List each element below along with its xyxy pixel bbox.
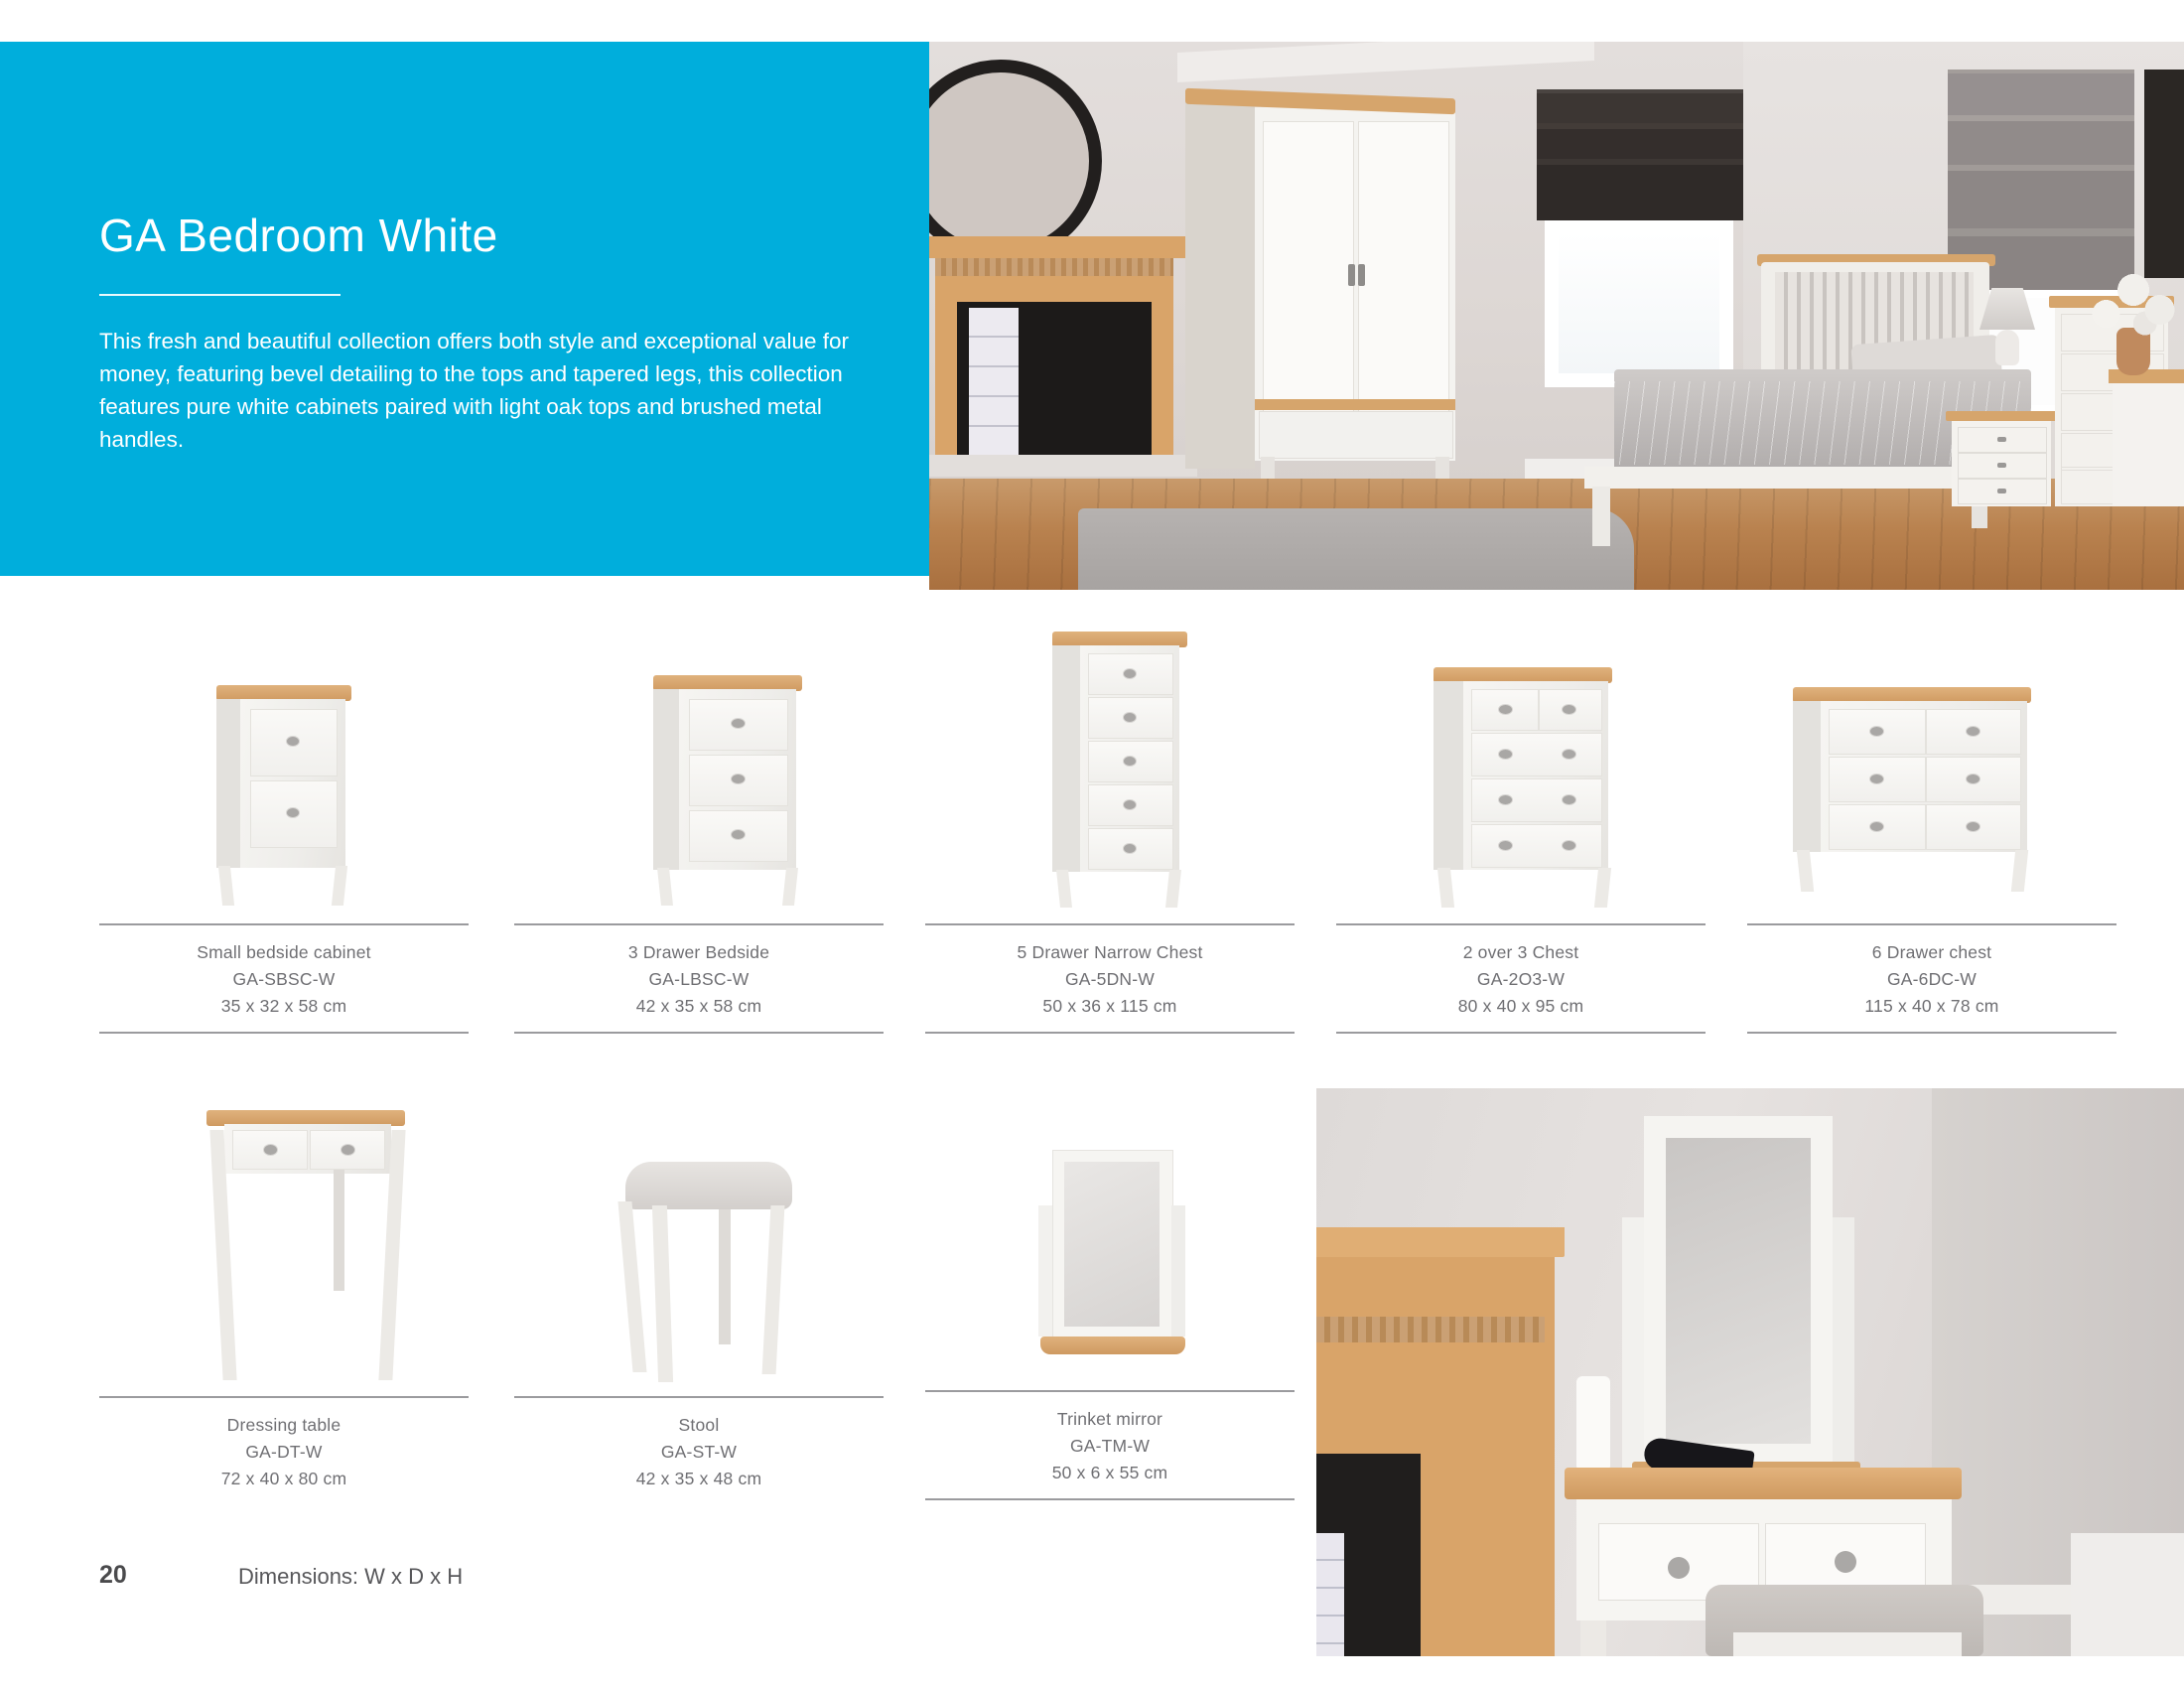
product-code: GA-LBSC-W [648, 969, 750, 989]
product-image-5-drawer-narrow-chest [1034, 632, 1213, 910]
product-name: 6 Drawer chest [1871, 942, 1992, 962]
low-chest-in-photo [2113, 383, 2184, 506]
mirror-glass [1064, 1162, 1160, 1327]
bedside-cabinet-in-photo [1952, 421, 2051, 506]
product-code: GA-SBSC-W [232, 969, 336, 989]
product-image-small-bedside-cabinet [195, 685, 373, 909]
dressing-table-lifestyle-photo [1316, 1088, 2184, 1656]
product-image-dressing-table [199, 1110, 417, 1384]
product-name: Stool [678, 1415, 720, 1435]
product-name: Small bedside cabinet [197, 942, 371, 962]
product-dimensions: 42 x 35 x 48 cm [635, 1469, 762, 1488]
product-image-trinket-mirror [1023, 1150, 1201, 1388]
product-dimensions: 72 x 40 x 80 cm [220, 1469, 347, 1488]
product-caption-7 [514, 1396, 884, 1504]
product-dimensions: 50 x 36 x 115 cm [1042, 996, 1177, 1016]
product-name: 2 over 3 Chest [1462, 942, 1579, 962]
product-caption-5 [1747, 923, 2116, 1034]
product-dimensions: 115 x 40 x 78 cm [1864, 996, 1999, 1016]
product-code: GA-5DN-W [1064, 969, 1156, 989]
roman-blind-dark [1537, 89, 1743, 220]
product-dimensions: 35 x 32 x 58 cm [220, 996, 347, 1016]
title-divider [99, 294, 341, 296]
stool-seat-pad [625, 1162, 792, 1209]
product-caption-1 [99, 923, 469, 1034]
product-code: GA-TM-W [1069, 1436, 1151, 1456]
hero-blue-panel [0, 42, 1058, 576]
product-name: 3 Drawer Bedside [627, 942, 770, 962]
product-code: GA-DT-W [245, 1442, 323, 1462]
product-caption-8 [925, 1390, 1295, 1500]
product-name: 5 Drawer Narrow Chest [1017, 942, 1203, 962]
product-caption-3 [925, 923, 1295, 1034]
product-code: GA-ST-W [660, 1442, 738, 1462]
flower-vase-decor [2087, 266, 2184, 346]
product-name: Trinket mirror [1056, 1409, 1163, 1429]
product-caption-6 [99, 1396, 469, 1504]
soap-dispenser-decor [1576, 1376, 1610, 1472]
product-dimensions: 50 x 6 x 55 cm [1051, 1463, 1168, 1482]
product-name: Dressing table [226, 1415, 341, 1435]
page-title: GA Bedroom White [99, 210, 498, 261]
dimensions-note: Dimensions: W x D x H [238, 1564, 464, 1589]
product-image-6-drawer-chest [1783, 687, 2041, 910]
product-image-stool [612, 1162, 810, 1384]
product-image-2-over-3-chest [1418, 667, 1626, 910]
product-caption-4 [1336, 923, 1706, 1034]
product-code: GA-6DC-W [1886, 969, 1978, 989]
page-number: 20 [99, 1561, 127, 1589]
product-image-3-drawer-bedside [633, 675, 822, 909]
product-dimensions: 42 x 35 x 58 cm [635, 996, 762, 1016]
hero-bedroom-photo [929, 42, 2184, 590]
product-caption-2 [514, 923, 884, 1034]
collection-description: This fresh and beautiful collection offers both style and exceptional value for money, featuring bevel detailing to the tops and tapered legs, this collection features pure white cabinets paired with light oak tops and brushed metal handles. [99, 329, 850, 452]
product-code: GA-2O3-W [1476, 969, 1566, 989]
product-dimensions: 80 x 40 x 95 cm [1457, 996, 1584, 1016]
